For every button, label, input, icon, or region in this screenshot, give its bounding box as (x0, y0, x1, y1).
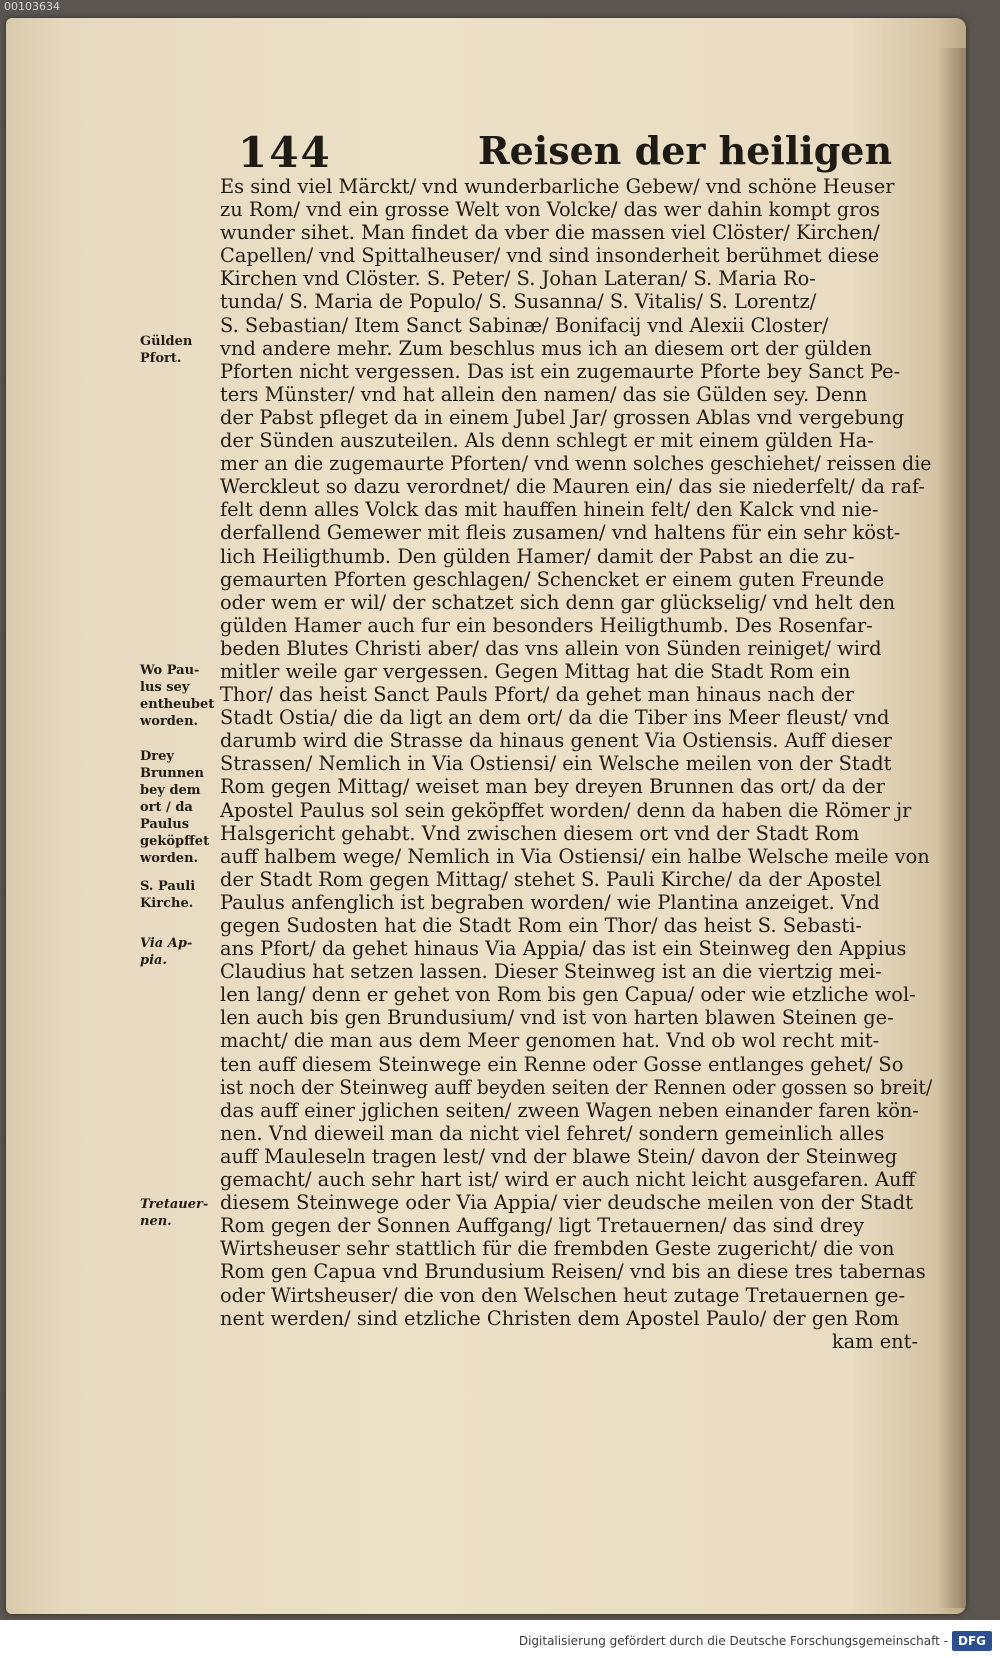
margin-note-line: Wo Pau- (140, 663, 200, 678)
text-line: darumb wird die Strasse da hinaus genent Via Ostiensis. Auff dieser (220, 729, 892, 753)
margin-note-line: Brunnen (140, 766, 204, 781)
margin-note-drey-brunnen (140, 748, 222, 867)
scan-id-label: 00103634 (4, 0, 60, 13)
text-line: das auff einer jglichen seiten/ zween Wagen neben einander faren kön- (220, 1098, 919, 1122)
text-line: Werckleut so dazu verordnet/ die Mauren ein/ das sie niederfelt/ da raf- (220, 475, 925, 499)
text-line: Thor/ das heist Sanct Pauls Pfort/ da gehet man hinaus nach der (220, 683, 855, 707)
text-line: lich Heiligthumb. Den gülden Hamer/ damit der Pabst an die zu- (220, 544, 855, 568)
margin-note-line: Gülden (140, 334, 193, 349)
text-line: gülden Hamer auch fur ein besonders Heiligthumb. Des Rosenfar- (220, 613, 873, 637)
text-line: felt denn alles Volck das mit hauffen hinein felt/ den Kalck vnd nie- (220, 498, 879, 522)
text-line: oder Wirtsheuser/ die von den Welschen heut zutage Tretauernen ge- (220, 1283, 906, 1307)
text-line: Halsgericht gehabt. Vnd zwischen diesem ort vnd der Stadt Rom (220, 821, 860, 845)
digitization-credit: Digitalisierung gefördert durch die Deutsche Forschungsgemeinschaft - (518, 1634, 948, 1648)
margin-note-line: worden. (140, 714, 199, 729)
text-line: ans Pfort/ da gehet hinaus Via Appia/ das ist ein Steinweg den Appius (220, 937, 907, 961)
page-number: 144 (238, 128, 332, 177)
text-line: nent werden/ sind etzliche Christen dem Apostel Paulo/ der gen Rom (220, 1306, 900, 1330)
text-line: Es sind viel Märckt/ vnd wunderbarliche Gebew/ vnd schöne Heuser (220, 175, 895, 198)
text-line: nen. Vnd dieweil man da nicht viel fehret/ sondern gemeinlich alles (220, 1121, 885, 1145)
margin-note-line: Kirche. (140, 896, 194, 911)
margin-note-s-pauli-kirche (140, 878, 222, 912)
text-line: auff Mauleseln tragen lest/ vnd der blawe Stein/ davon der Steinweg (220, 1144, 898, 1168)
text-line: der Stadt Rom gegen Mittag/ stehet S. Pauli Kirche/ da der Apostel (220, 867, 882, 891)
body-text (220, 175, 940, 1353)
text-line: Rom gegen Mittag/ weiset man bey dreyen Brunnen das ort/ da der (220, 775, 885, 799)
text-line: ters Münster/ vnd hat allein den namen/ das sie Gülden sey. Denn (220, 382, 868, 406)
text-line: ten auff diesem Steinwege ein Renne oder Gosse entlanges gehet/ So (220, 1052, 904, 1076)
footer-bar (0, 1626, 1000, 1658)
text-line: wunder sihet. Man findet da vber die massen viel Clöster/ Kirchen/ (220, 221, 880, 245)
margin-note-wo-paulus (140, 662, 222, 730)
margin-note-tretauernen (140, 1196, 222, 1230)
margin-note-line: Paulus (140, 817, 190, 832)
text-line: zu Rom/ vnd ein grosse Welt von Volcke/ das wer dahin kompt gros (220, 198, 881, 222)
text-line: beden Blutes Christi aber/ das vns allein von Sünden reiniget/ wird (220, 636, 882, 660)
margin-note-via-appia (140, 935, 222, 969)
text-line: Kirchen vnd Clöster. S. Peter/ S. Johan Lateran/ S. Maria Ro- (220, 267, 816, 291)
running-head: Reisen der heiligen (478, 128, 893, 173)
margin-note-line: entheubet (140, 697, 215, 712)
text-line: Rom gen Capua vnd Brundusium Reisen/ vnd bis an diese tres tabernas (220, 1260, 926, 1284)
text-line: Wirtsheuser sehr stattlich für die frembden Geste zugericht/ die von (220, 1237, 895, 1261)
margin-note-line: S. Pauli (140, 879, 196, 894)
text-line: macht/ die man aus dem Meer genomen hat. Vnd ob wol recht mit- (220, 1029, 880, 1053)
margin-note-line: bey dem (140, 783, 201, 798)
text-line: ist noch der Steinweg auff beyden seiten der Rennen oder gossen so breit/ (220, 1075, 933, 1099)
text-line: gemaurten Pforten geschlagen/ Schencket er einem guten Freunde (220, 567, 885, 591)
text-line: tunda/ S. Maria de Populo/ S. Susanna/ S. Vitalis/ S. Lorentz/ (220, 290, 817, 314)
text-line: len auch bis gen Brundusium/ vnd ist von harten blawen Steinen ge- (220, 1006, 894, 1030)
margin-note-line: pia. (140, 953, 167, 968)
text-line: Claudius hat setzen lassen. Dieser Steinweg ist an die viertzig mei- (220, 960, 882, 984)
text-line: Apostel Paulus sol sein geköpffet worden/ denn da haben die Römer jr (220, 798, 912, 822)
text-line: S. Sebastian/ Item Sanct Sabinæ/ Bonifacij vnd Alexii Closter/ (220, 313, 829, 337)
text-line: derfallend Gemewer mit fleis zusamen/ vnd haltens für ein sehr köst- (220, 521, 901, 545)
margin-note-line: ort / da (140, 800, 193, 815)
text-line: Rom gegen der Sonnen Auffgang/ ligt Tretauernen/ das sind drey (220, 1214, 865, 1238)
text-line: auff halbem wege/ Nemlich in Via Ostiensi/ ein halbe Welsche meile von (220, 844, 930, 868)
text-line: mer an die zugemaurte Pforten/ vnd wenn solches geschiehet/ reissen die (220, 452, 932, 476)
margin-note-line: Tretauer- (140, 1197, 209, 1212)
margin-note-line: Drey (140, 749, 174, 764)
margin-note-line: geköpffet (140, 834, 210, 849)
margin-note-line: lus sey (140, 680, 190, 695)
text-line: oder wem er wil/ der schatzet sich denn gar glückselig/ vnd helt den (220, 590, 896, 614)
text-line: Pforten nicht vergessen. Das ist ein zugemaurte Pforte bey Sanct Pe- (220, 359, 901, 383)
margin-note-line: Pfort. (140, 351, 182, 366)
page-edge-shadow (938, 48, 966, 1608)
text-line: mitler weile gar vergessen. Gegen Mittag hat die Stadt Rom ein (220, 659, 851, 683)
text-line: len lang/ denn er gehet von Rom bis gen Capua/ oder wie etzliche wol- (220, 983, 916, 1007)
text-line: Paulus anfenglich ist begraben worden/ wie Plantina anzeiget. Vnd (220, 890, 880, 914)
margin-note-line: nen. (140, 1214, 172, 1229)
margin-note-guelden-pfort (140, 333, 222, 367)
margin-note-line: worden. (140, 851, 199, 866)
text-line: vnd andere mehr. Zum beschlus mus ich an diesem ort der gülden (220, 336, 872, 360)
catchword: kam ent- (831, 1329, 918, 1353)
text-line: der Sünden auszuteilen. Als denn schlegt er mit einem gülden Ha- (220, 429, 874, 453)
margin-note-line: Via Ap- (140, 936, 193, 951)
text-line: Capellen/ vnd Spittalheuser/ vnd sind insonderheit berühmet diese (220, 244, 880, 268)
text-line: gemacht/ auch sehr hart ist/ wird er auch nicht leicht ausgefaren. Auff (220, 1168, 916, 1192)
text-line: der Pabst pfleget da in einem Jubel Jar/ grossen Ablas vnd vergebung (220, 405, 905, 429)
text-line: gegen Sudosten hat die Stadt Rom ein Thor/ das heist S. Sebasti- (220, 914, 862, 937)
text-line: Stadt Ostia/ die da ligt an dem ort/ da die Tiber ins Meer fleust/ vnd (220, 706, 890, 730)
text-line: Strassen/ Nemlich in Via Ostiensi/ ein Welsche meilen von der Stadt (220, 752, 892, 776)
dfg-logo: DFG (952, 1631, 992, 1651)
text-line: diesem Steinwege oder Via Appia/ vier deudsche meilen von der Stadt (220, 1191, 913, 1215)
